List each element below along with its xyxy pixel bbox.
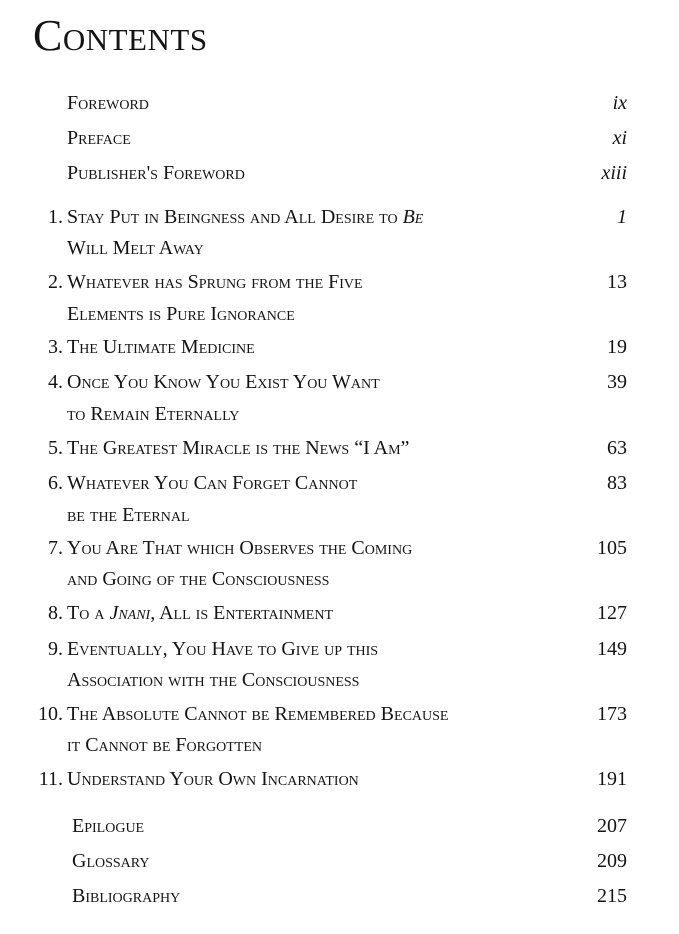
entry-page: xiii [601, 162, 627, 184]
toc-entry-chapter-11[interactable] [0, 768, 679, 794]
chapter-title-line-1: The Ultimate Medicine [67, 336, 255, 358]
chapter-number: 2. [48, 271, 63, 293]
chapter-title-line-2: Association with the Consciousness [67, 669, 360, 691]
entry-label: Epilogue [72, 815, 145, 837]
toc-entry-chapter-5[interactable] [0, 437, 679, 463]
entry-page: ix [612, 92, 627, 114]
entry-page: 39 [607, 371, 627, 393]
chapter-number: 3. [48, 336, 63, 358]
chapter-title-line-2: it Cannot be Forgotten [67, 734, 262, 756]
chapter-number: 11. [38, 768, 63, 790]
chapter-title-line-1: To a Jnani, All is Entertainment [67, 602, 334, 624]
entry-page: xi [612, 127, 627, 149]
toc-entry-foreword[interactable] [0, 92, 679, 118]
chapter-title-line-2: and Going of the Consciousness [67, 568, 330, 590]
entry-page: 13 [607, 271, 627, 293]
toc-entry-publishers-foreword[interactable] [0, 162, 679, 188]
toc-entry-chapter-8[interactable] [0, 602, 679, 628]
chapter-title-line-1: You Are That which Observes the Coming [67, 537, 413, 559]
toc-entry-bibliography[interactable] [0, 885, 679, 911]
chapter-title-line-2: Will Melt Away [67, 237, 204, 259]
entry-page: 19 [607, 336, 627, 358]
chapter-number: 7. [48, 537, 63, 559]
page-title: Contents [33, 11, 208, 60]
chapter-title-line-2: Elements is Pure Ignorance [67, 303, 295, 325]
chapter-title-line-1: Once You Know You Exist You Want [67, 371, 380, 393]
toc-entry-chapter-9[interactable] [0, 638, 679, 694]
chapter-title-line-1: Understand Your Own Incarnation [67, 768, 359, 790]
chapter-title-line-2: be the Eternal [67, 504, 190, 526]
entry-page: 83 [607, 472, 627, 494]
entry-label: Bibliography [72, 885, 181, 907]
entry-page: 1 [617, 206, 627, 228]
entry-label: Preface [67, 127, 131, 149]
entry-label: Foreword [67, 92, 149, 114]
chapter-number: 4. [48, 371, 63, 393]
chapter-title-line-1: Stay Put in Beingness and All Desire to Be [67, 206, 424, 228]
toc-entry-chapter-1[interactable] [0, 206, 679, 262]
toc-entry-chapter-10[interactable] [0, 703, 679, 759]
entry-page: 105 [597, 537, 627, 559]
toc-entry-chapter-6[interactable] [0, 472, 679, 528]
chapter-title-line-1: Eventually, You Have to Give up this [67, 638, 379, 660]
chapter-number: 10. [38, 703, 63, 725]
entry-label: Publisher's Foreword [67, 162, 245, 184]
chapter-number: 1. [48, 206, 63, 228]
chapter-title-line-1: Whatever has Sprung from the Five [67, 271, 363, 293]
entry-page: 209 [597, 850, 627, 872]
entry-page: 173 [597, 703, 627, 725]
chapter-number: 5. [48, 437, 63, 459]
entry-page: 191 [597, 768, 627, 790]
chapter-title-line-1: Whatever You Can Forget Cannot [67, 472, 358, 494]
entry-page: 63 [607, 437, 627, 459]
toc-entry-chapter-3[interactable] [0, 336, 679, 362]
toc-entry-chapter-4[interactable] [0, 371, 679, 427]
chapter-number: 9. [48, 638, 63, 660]
entry-page: 207 [597, 815, 627, 837]
chapter-number: 6. [48, 472, 63, 494]
toc-entry-preface[interactable] [0, 127, 679, 153]
toc-entry-chapter-2[interactable] [0, 271, 679, 327]
entry-label: Glossary [72, 850, 150, 872]
entry-page: 127 [597, 602, 627, 624]
entry-page: 149 [597, 638, 627, 660]
toc-entry-epilogue[interactable] [0, 815, 679, 841]
chapter-title-line-1: The Absolute Cannot be Remembered Because [67, 703, 449, 725]
chapter-title-line-1: The Greatest Miracle is the News “I Am” [67, 437, 410, 459]
chapter-title-line-2: to Remain Eternally [67, 403, 240, 425]
toc-entry-glossary[interactable] [0, 850, 679, 876]
toc-entry-chapter-7[interactable] [0, 537, 679, 593]
entry-page: 215 [597, 885, 627, 907]
chapter-number: 8. [48, 602, 63, 624]
